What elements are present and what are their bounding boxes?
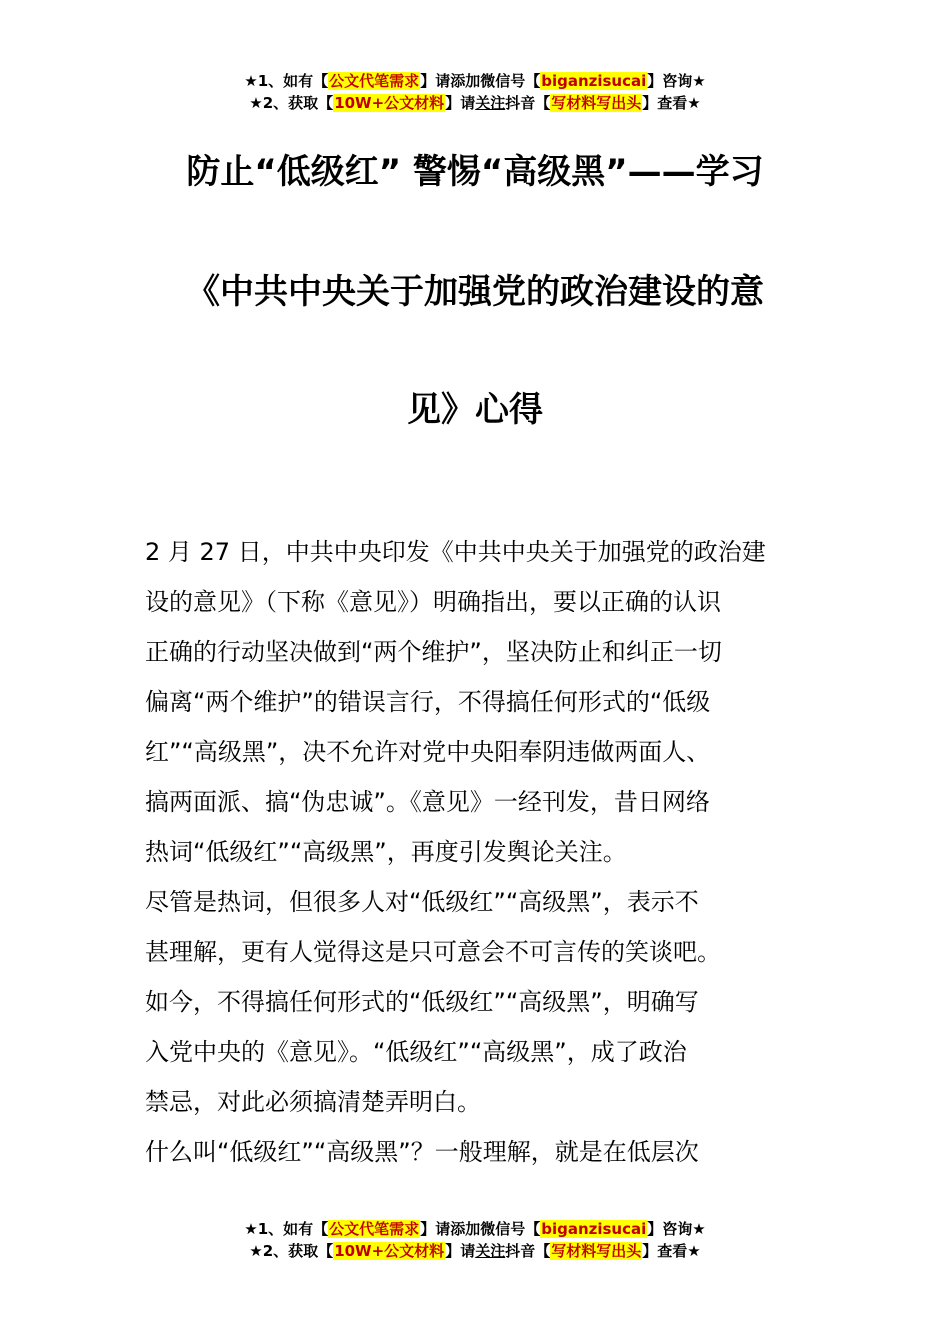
body-line: 搞两面派、搞“伪忠诚”。《意见》一经刊发，昔日网络 xyxy=(145,788,710,816)
document-body xyxy=(145,527,805,1177)
body-line: 红”“高级黑”，决不允许对党中央阳奉阴违做两面人、 xyxy=(145,738,711,766)
banner-text: 】查看★ xyxy=(642,1242,701,1260)
highlight-materials: 10W+公文材料 xyxy=(334,94,445,112)
banner-text: 】请添加微信号【 xyxy=(420,72,541,90)
banner-text: 】查看★ xyxy=(642,94,701,112)
document-title-line-2: 《中共中央关于加强党的政治建设的意 xyxy=(186,272,764,312)
highlight-wechat-id: biganzisucai xyxy=(541,72,647,90)
body-line: 甚理解，更有人觉得这是只可意会不可言传的笑谈吧。 xyxy=(145,938,721,966)
banner-text: 抖音【 xyxy=(505,1242,551,1260)
underlined-follow: 关注 xyxy=(475,1242,506,1260)
highlight-service: 公文代笔需求 xyxy=(329,72,420,90)
banner-line-1 xyxy=(0,70,950,92)
body-line: 禁忌，对此必须搞清楚弄明白。 xyxy=(145,1088,481,1116)
body-line: 如今，不得搞任何形式的“低级红”“高级黑”，明确写 xyxy=(145,988,699,1016)
banner-text: 】请 xyxy=(445,1242,476,1260)
banner-text: 】咨询★ xyxy=(647,1220,706,1238)
banner-text: ★2、获取【 xyxy=(249,94,334,112)
highlight-wechat-id: biganzisucai xyxy=(541,1220,647,1238)
banner-text: ★2、获取【 xyxy=(249,1242,334,1260)
body-line: 入党中央的《意见》。“低级红”“高级黑”，成了政治 xyxy=(145,1038,687,1066)
banner-text: ★1、如有【 xyxy=(244,72,329,90)
body-line: 热词“低级红”“高级黑”，再度引发舆论关注。 xyxy=(145,838,627,866)
banner-text: 抖音【 xyxy=(505,94,551,112)
banner-text: 】请 xyxy=(445,94,476,112)
footer-banner xyxy=(0,1218,950,1262)
banner-text: 】请添加微信号【 xyxy=(420,1220,541,1238)
body-line: 设的意见》（下称《意见》）明确指出，要以正确的认识 xyxy=(145,588,721,616)
body-line: 什么叫“低级红”“高级黑”？一般理解，就是在低层次 xyxy=(145,1138,699,1166)
header-banner xyxy=(0,70,950,114)
document-title-line-1: 防止“低级红” 警惕“高级黑”——学习 xyxy=(186,152,764,192)
banner-text: ★1、如有【 xyxy=(244,1220,329,1238)
banner-line-2 xyxy=(0,1240,950,1262)
banner-line-1 xyxy=(0,1218,950,1240)
highlight-douyin-account: 写材料写出头 xyxy=(551,1242,642,1260)
body-line: 正确的行动坚决做到“两个维护”，坚决防止和纠正一切 xyxy=(145,638,722,666)
body-line: 2 月 27 日，中共中央印发《中共中央关于加强党的政治建 xyxy=(145,538,766,566)
underlined-follow: 关注 xyxy=(475,94,506,112)
document-title-line-3: 见》心得 xyxy=(407,390,543,430)
body-line: 尽管是热词，但很多人对“低级红”“高级黑”，表示不 xyxy=(145,888,699,916)
body-line: 偏离“两个维护”的错误言行，不得搞任何形式的“低级 xyxy=(145,688,711,716)
highlight-douyin-account: 写材料写出头 xyxy=(551,94,642,112)
banner-text: 】咨询★ xyxy=(647,72,706,90)
highlight-materials: 10W+公文材料 xyxy=(334,1242,445,1260)
banner-line-2 xyxy=(0,92,950,114)
highlight-service: 公文代笔需求 xyxy=(329,1220,420,1238)
